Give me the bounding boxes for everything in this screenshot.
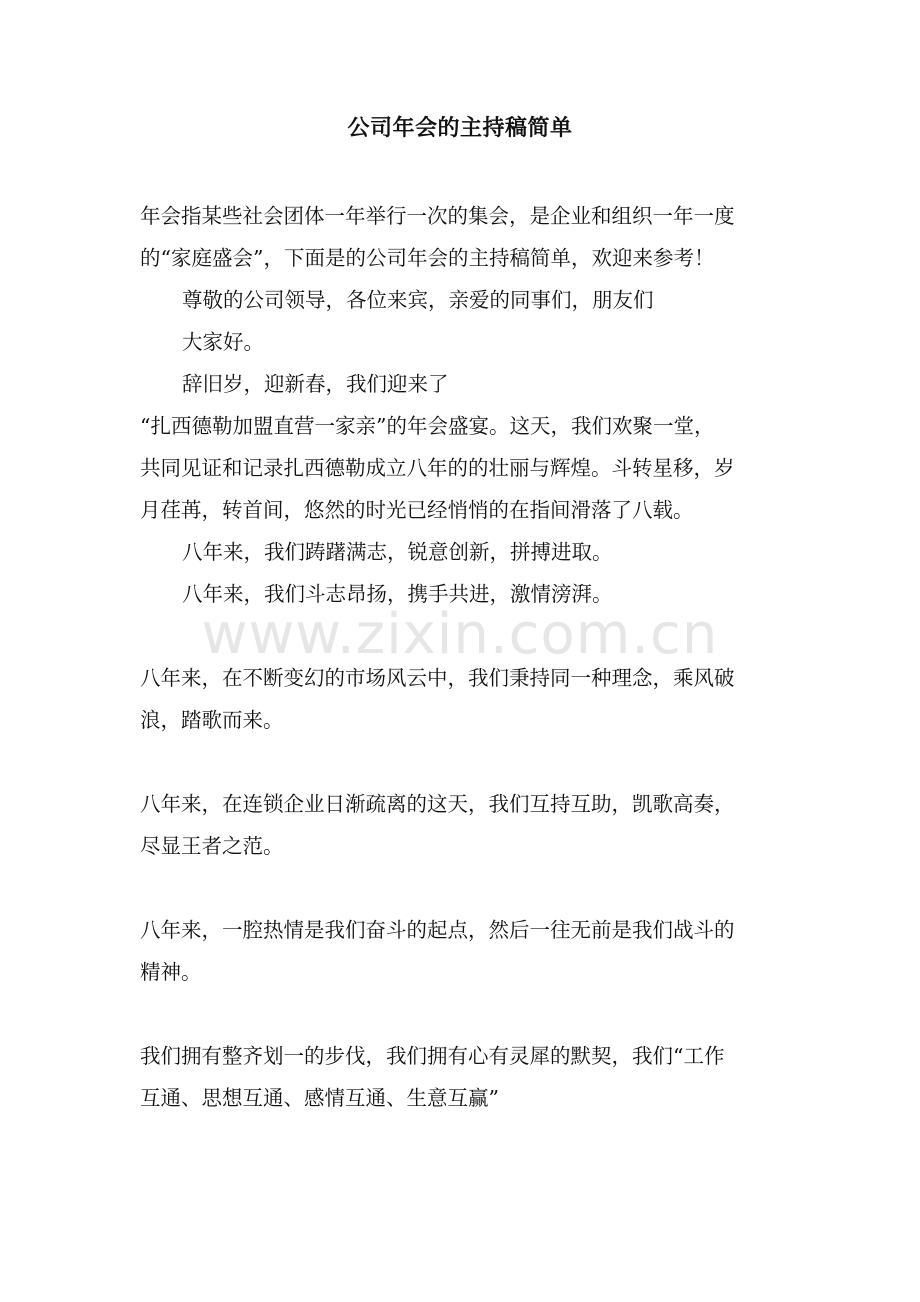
opening-line: 辞旧岁，迎新春，我们迎来了	[182, 372, 449, 396]
intro-line-2: 的“家庭盛会”，下面是的公司年会的主持稿简单，欢迎来参考！	[140, 246, 715, 270]
event-paragraph	[140, 405, 780, 531]
greeting-line: 尊敬的公司领导，各位来宾，亲爱的同事们，朋友们	[182, 288, 654, 312]
hello-line: 大家好。	[182, 330, 264, 354]
passion-paragraph	[140, 909, 780, 993]
years-line-1: 八年来，我们踌躇满志，锐意创新，拼搏进取。	[182, 540, 613, 564]
years-line-2: 八年来，我们斗志昂扬，携手共进，激情滂湃。	[182, 582, 613, 606]
page-title: 公司年会的主持稿简单	[347, 115, 573, 141]
intro-line-1: 年会指某些社会团体一年举行一次的集会，是企业和组织一年一度	[140, 204, 735, 228]
market-line-2: 浪，踏歌而来。	[140, 708, 284, 732]
watermark: www.zixin.com.cn	[201, 602, 719, 667]
market-line-1: 八年来，在不断变幻的市场风云中，我们秉持同一种理念，乘风破	[140, 666, 735, 690]
together-line-2: 互通、思想互通、感情互通、生意互赢”	[140, 1086, 499, 1110]
passion-line-2: 精神。	[140, 960, 202, 984]
intro-paragraph	[140, 195, 780, 279]
chain-line-1: 八年来，在连锁企业日渐疏离的这天，我们互持互助，凯歌高奏，	[140, 792, 735, 816]
event-line-2: 共同见证和记录扎西德勒成立八年的的壮丽与辉煌。斗转星移，岁	[140, 456, 735, 480]
event-line-3: 月荏苒，转首间，悠然的时光已经悄悄的在指间滑落了八载。	[140, 498, 694, 522]
together-paragraph	[140, 1035, 780, 1119]
chain-line-2: 尽显王者之范。	[140, 834, 284, 858]
passion-line-1: 八年来，一腔热情是我们奋斗的起点，然后一往无前是我们战斗的	[140, 918, 735, 942]
market-paragraph	[140, 657, 780, 741]
event-line-1: “扎西德勒加盟直营一家亲”的年会盛宴。这天，我们欢聚一堂，	[140, 414, 715, 438]
chain-paragraph	[140, 783, 780, 867]
together-line-1: 我们拥有整齐划一的步伐，我们拥有心有灵犀的默契，我们“工作	[140, 1044, 725, 1068]
